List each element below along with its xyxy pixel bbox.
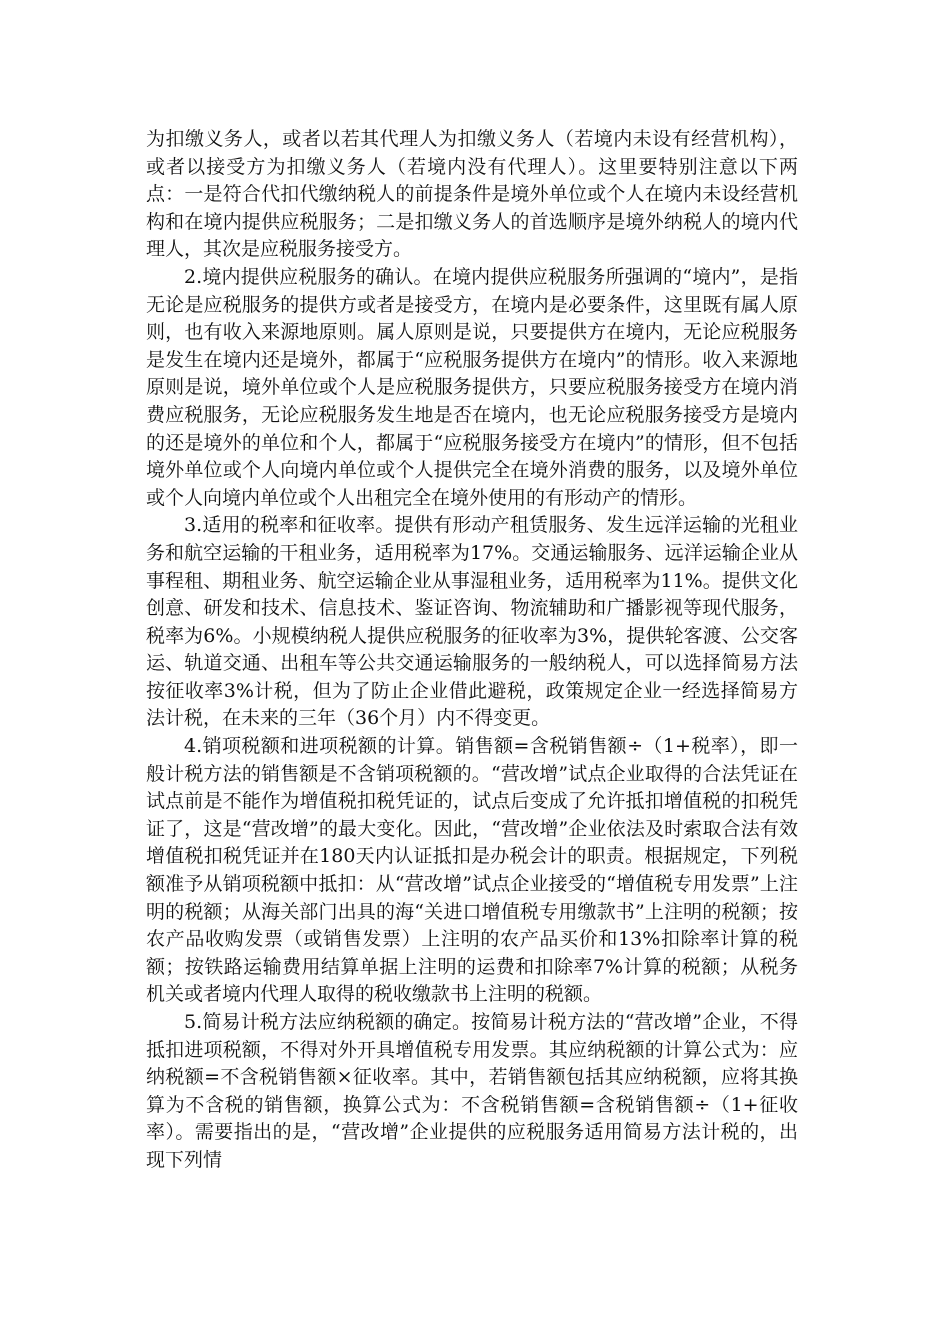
paragraph-continuation: 为扣缴义务人，或者以若其代理人为扣缴义务人（若境内未设有经营机构），或者以接受方为扣缴义务人（若境内没有代理人）。这里要特别注意以下两点：一是符合代扣代缴纳税人的前提条件是境外单位或个人在境内未设经营机构和在境内提供应税服务；二是扣缴义务人的首选顺序是境外纳税人的境内代理人，其次是应税服务接受方。 (146, 128, 798, 261)
paragraph-2: 2.境内提供应税服务的确认。在境内提供应税服务所强调的“境内”，是指无论是应税服务的提供方或者是接受方，在境内是必要条件，这里既有属人原则，也有收入来源地原则。属人原则是说，只要提供方在境内，无论应税服务是发生在境内还是境外，都属于“应税服务提供方在境内”的情形。收入来源地原则是说，境外单位或个人是应税服务提供方，只要应税服务接受方在境内消费应税服务，无论应税服务发生地是否在境内，也无论应税服务接受方是境内的还是境外的单位和个人，都属于“应税服务接受方在境内”的情形，但不包括境外单位或个人向境内单位或个人提供完全在境外消费的服务，以及境外单位或个人向境内单位或个人出租完全在境外使用的有形动产的情形。 (146, 265, 798, 509)
paragraph-4: 4.销项税额和进项税额的计算。销售额=含税销售额÷（1+税率），即一般计税方法的销售额是不含销项税额的。“营改增”试点企业取得的合法凭证在试点前是不能作为增值税扣税凭证的，试点后变成了允许抵扣增值税的扣税凭证了，这是“营改增”的最大变化。因此，“营改增”企业依法及时索取合法有效增值税扣税凭证并在180天内认证抵扣是办税会计的职责。根据规定，下列税额准予从销项税额中抵扣：从“营改增”试点企业接受的“增值税专用发票”上注明的税额；从海关部门出具的海“关进口增值税专用缴款书”上注明的税额；按农产品收购发票（或销售发票）上注明的农产品买价和13%扣除率计算的税额；按铁路运输费用结算单据上注明的运费和扣除率7%计算的税额；从税务机关或者境内代理人取得的税收缴款书上注明的税额。 (146, 735, 798, 1006)
paragraph-3: 3.适用的税率和征收率。提供有形动产租赁服务、发生远洋运输的光租业务和航空运输的干租业务，适用税率为17%。交通运输服务、远洋运输企业从事程租、期租业务、航空运输企业从事湿租业务，适用税率为11%。提供文化创意、研发和技术、信息技术、鉴证咨询、物流辅助和广播影视等现代服务，税率为6%。小规模纳税人提供应税服务的征收率为3%，提供轮客渡、公交客运、轨道交通、出租车等公共交通运输服务的一般纳税人，可以选择简易方法按征收率3%计税，但为了防止企业借此避税，政策规定企业一经选择简易方法计税，在未来的三年（36个月）内不得变更。 (146, 514, 798, 730)
document-body (146, 126, 798, 1175)
paragraph-5: 5.简易计税方法应纳税额的确定。按简易计税方法的“营改增”企业，不得抵扣进项税额，不得对外开具增值税专用发票。其应纳税额的计算公式为：应纳税额=不含税销售额×征收率。其中，若销售额包括其应纳税额，应将其换算为不含税的销售额，换算公式为：不含税销售额=含税销售额÷（1+征收率）。需要指出的是，“营改增”企业提供的应税服务适用简易方法计税的，出现下列情 (146, 1011, 798, 1171)
